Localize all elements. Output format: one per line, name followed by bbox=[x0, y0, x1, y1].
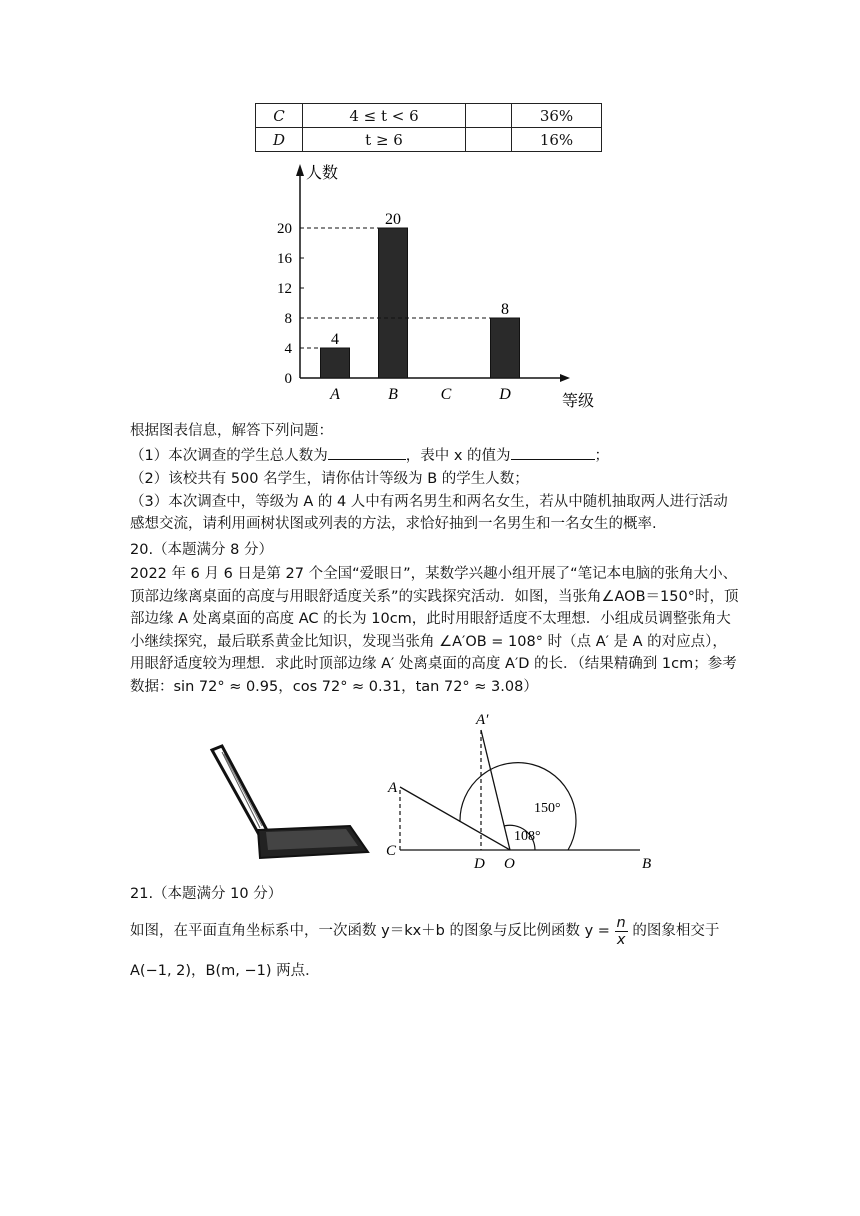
table-row bbox=[256, 128, 602, 152]
angle-108-label: 108° bbox=[514, 829, 541, 844]
label-d: D bbox=[474, 856, 485, 872]
y-tick-label: 20 bbox=[277, 221, 292, 237]
problem-21-header: 21.（本题满分 10 分） bbox=[130, 886, 283, 902]
y-tick-label: 4 bbox=[284, 341, 292, 357]
laptop-icon bbox=[212, 746, 368, 858]
percent-cell: 16% bbox=[512, 128, 602, 152]
bar bbox=[321, 348, 350, 378]
fraction-numerator: n bbox=[616, 914, 626, 931]
problem-21-text-a: 如图，在平面直角坐标系中，一次函数 y＝kx＋b 的图象与反比例函数 y = bbox=[130, 923, 610, 939]
bar bbox=[491, 318, 520, 378]
x-tick-label: D bbox=[499, 386, 511, 403]
q1-text-a: （1）本次调查的学生总人数为 bbox=[130, 448, 328, 464]
range-cell: 4 ≤ t < 6 bbox=[303, 104, 466, 128]
q1-text-b: ，表中 x 的值为 bbox=[405, 448, 511, 464]
answer-blank-total bbox=[328, 444, 406, 460]
questions-intro: 根据图表信息，解答下列问题： bbox=[130, 423, 333, 439]
label-a-prime: A′ bbox=[476, 712, 489, 728]
y-axis-arrow bbox=[296, 164, 304, 176]
data-label: 4 bbox=[331, 331, 339, 348]
q1-text-c: ； bbox=[594, 448, 610, 464]
y-tick-label: 0 bbox=[284, 371, 292, 387]
y-tick-label: 12 bbox=[277, 281, 292, 297]
count-cell bbox=[466, 104, 512, 128]
x-tick-label: C bbox=[440, 386, 452, 403]
problem-21-line2: A(−1, 2)，B(m, −1) 两点． bbox=[130, 963, 320, 979]
question-2: （2）该校共有 500 名学生，请你估计等级为 B 的学生人数； bbox=[130, 471, 529, 487]
x-axis-arrow bbox=[560, 374, 570, 382]
label-a: A bbox=[388, 780, 398, 796]
fraction-n-over-x bbox=[615, 915, 628, 948]
grade-cell: D bbox=[256, 128, 303, 152]
laptop-figure bbox=[200, 712, 680, 872]
x-axis-label: 等级 bbox=[562, 391, 595, 410]
problem-20-header: 20.（本题满分 8 分） bbox=[130, 542, 274, 558]
percent-cell: 36% bbox=[512, 104, 602, 128]
x-tick-label: A bbox=[330, 386, 340, 403]
question-1 bbox=[130, 444, 740, 467]
answer-blank-x bbox=[511, 444, 595, 460]
fraction-denominator: x bbox=[616, 931, 626, 948]
problem-20-body: 2022 年 6 月 6 日是第 27 个全国“爱眼日”，某数学兴趣小组开展了“笔记本电脑的张角大小、顶部边缘离桌面的高度与用眼舒适度关系”的实践探究活动．如图，当张角∠AOB＝150°时，顶部边缘 A 处离桌面的高度 AC 的长为 10cm，此时用眼舒适度不太理想．小组成员调整张角大小继续探究，最后联系黄金比知识，发现当张角 ∠A′OB = 108° 时（点 A′ 是 A 的对应点），用眼舒适度较为理想．求此时顶部边缘 A′ 处离桌面的高度 A′D 的长．（结果精确到 1cm；参考数据：sin 72° ≈ 0.95，cos 72° ≈ 0.31，tan 72° ≈ 3.08） bbox=[130, 566, 739, 695]
problem-21-text-b: 的图象相交于 bbox=[632, 923, 720, 939]
table-row bbox=[256, 104, 602, 128]
bar-chart bbox=[260, 158, 620, 410]
angle-150-label: 150° bbox=[534, 801, 561, 816]
x-tick-label: B bbox=[388, 386, 398, 403]
y-tick-label: 8 bbox=[284, 311, 292, 327]
label-c: C bbox=[386, 843, 397, 859]
y-axis-label: 人数 bbox=[306, 163, 339, 182]
label-o: O bbox=[504, 856, 515, 872]
bar bbox=[379, 228, 408, 378]
range-cell: t ≥ 6 bbox=[303, 128, 466, 152]
count-cell bbox=[466, 128, 512, 152]
data-label: 20 bbox=[385, 211, 401, 228]
grade-cell: C bbox=[256, 104, 303, 128]
problem-21-line1 bbox=[130, 914, 740, 948]
data-label: 8 bbox=[501, 301, 509, 318]
grade-table bbox=[255, 103, 602, 152]
question-3: （3）本次调查中，等级为 A 的 4 人中有两名男生和两名女生，若从中随机抽取两人进行活动感想交流，请利用画树状图或列表的方法，求恰好抽到一名男生和一名女生的概率. bbox=[130, 494, 728, 532]
label-b: B bbox=[642, 856, 652, 872]
y-tick-label: 16 bbox=[277, 251, 292, 267]
